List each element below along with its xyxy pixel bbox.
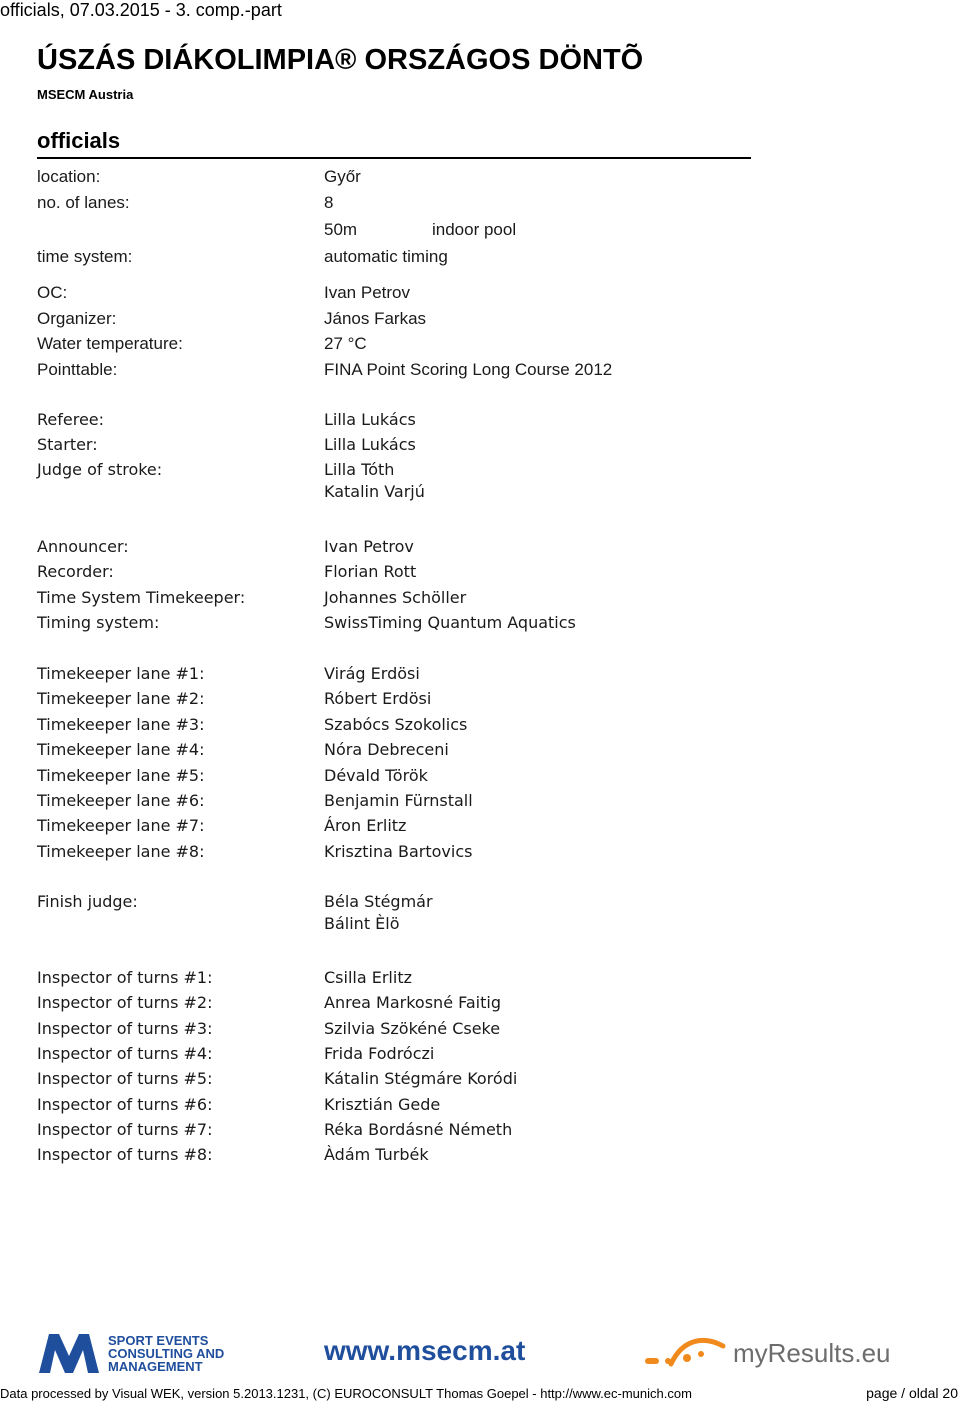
timekeepers-value: Róbert Erdösi bbox=[324, 689, 432, 708]
lanes-value: 8 bbox=[324, 193, 334, 212]
referees-value: Lilla Lukács bbox=[324, 435, 416, 454]
timekeepers-label: Timekeeper lane #4: bbox=[37, 740, 205, 759]
staff-value: Ivan Petrov bbox=[324, 537, 414, 556]
timekeepers-label: Timekeeper lane #5: bbox=[37, 766, 205, 785]
general-value: Ivan Petrov bbox=[324, 283, 410, 302]
inspectors-label: Inspector of turns #4: bbox=[37, 1044, 213, 1063]
lanes-label: no. of lanes: bbox=[37, 193, 130, 212]
timing-value: automatic timing bbox=[324, 247, 448, 266]
staff-label: Timing system: bbox=[37, 613, 160, 632]
location-value: Győr bbox=[324, 167, 361, 186]
finish-value: Béla Stégmár bbox=[324, 892, 433, 911]
timekeepers-value: Szabócs Szokolics bbox=[324, 715, 468, 734]
inspectors-value: Krisztián Gede bbox=[324, 1095, 441, 1114]
timekeepers-label: Timekeeper lane #3: bbox=[37, 715, 205, 734]
general-value: FINA Point Scoring Long Course 2012 bbox=[324, 360, 613, 379]
myresults-logo-icon bbox=[643, 1334, 729, 1374]
msecm-logo-icon bbox=[37, 1330, 101, 1374]
referees-value: Lilla Lukács bbox=[324, 410, 416, 429]
page-title: ÚSZÁS DIÁKOLIMPIA® ORSZÁGOS DÖNTÕ bbox=[37, 44, 644, 76]
inspectors-label: Inspector of turns #2: bbox=[37, 993, 213, 1012]
footer-credits: Data processed by Visual WEK, version 5.2013.1231, (C) EUROCONSULT Thomas Goepel - http://www.ec-munich.com bbox=[0, 1386, 692, 1401]
page-subtitle: MSECM Austria bbox=[37, 87, 134, 102]
sem-logo-text bbox=[108, 1334, 224, 1373]
inspectors-label: Inspector of turns #8: bbox=[37, 1145, 213, 1164]
staff-value: Florian Rott bbox=[324, 562, 417, 581]
referees-label: Referee: bbox=[37, 410, 105, 429]
timekeepers-value: Dévald Török bbox=[324, 766, 428, 785]
timekeepers-value: Krisztina Bartovics bbox=[324, 842, 473, 861]
inspectors-label: Inspector of turns #5: bbox=[37, 1069, 213, 1088]
timekeepers-value: Nóra Debreceni bbox=[324, 740, 449, 759]
general-label: Water temperature: bbox=[37, 334, 183, 353]
sem-line-1: SPORT EVENTS bbox=[108, 1333, 209, 1348]
sem-line-2: CONSULTING AND bbox=[108, 1346, 225, 1361]
timekeepers-value: Benjamin Fürnstall bbox=[324, 791, 473, 810]
staff-label: Recorder: bbox=[37, 562, 114, 581]
inspectors-value: Szilvia Szökéné Cseke bbox=[324, 1019, 501, 1038]
inspectors-value: Àdám Turbék bbox=[324, 1145, 429, 1164]
timekeepers-label: Timekeeper lane #8: bbox=[37, 842, 205, 861]
general-value: János Farkas bbox=[324, 309, 427, 328]
general-label: OC: bbox=[37, 283, 68, 302]
referees-label: Starter: bbox=[37, 435, 98, 454]
inspectors-label: Inspector of turns #6: bbox=[37, 1095, 213, 1114]
staff-value: SwissTiming Quantum Aquatics bbox=[324, 613, 576, 632]
staff-label: Announcer: bbox=[37, 537, 129, 556]
location-label: location: bbox=[37, 167, 101, 186]
staff-label: Time System Timekeeper: bbox=[37, 588, 246, 607]
page-number: page / oldal 20 bbox=[866, 1385, 958, 1401]
inspectors-value: Anrea Markosné Faitig bbox=[324, 993, 501, 1012]
website-link[interactable]: www.msecm.at bbox=[324, 1335, 526, 1366]
inspectors-value: Csilla Erlitz bbox=[324, 968, 412, 987]
myresults-text: myResults.eu bbox=[733, 1338, 891, 1368]
pool-length: 50m bbox=[324, 220, 358, 239]
timekeepers-label: Timekeeper lane #2: bbox=[37, 689, 205, 708]
sem-line-3: MANAGEMENT bbox=[108, 1359, 203, 1374]
referees-value: Lilla Tóth bbox=[324, 460, 395, 479]
inspectors-value: Kátalin Stégmáre Koródi bbox=[324, 1069, 518, 1088]
referees-value: Katalin Varjú bbox=[324, 482, 425, 501]
finish-label: Finish judge: bbox=[37, 892, 138, 911]
inspectors-label: Inspector of turns #7: bbox=[37, 1120, 213, 1139]
general-label: Pointtable: bbox=[37, 360, 118, 379]
inspectors-value: Frida Fodróczi bbox=[324, 1044, 435, 1063]
general-value: 27 °C bbox=[324, 334, 367, 353]
section-heading: officials bbox=[37, 128, 121, 153]
timekeepers-value: Virág Erdösi bbox=[324, 664, 420, 683]
general-label: Organizer: bbox=[37, 309, 117, 328]
timing-label: time system: bbox=[37, 247, 133, 266]
staff-value: Johannes Schöller bbox=[324, 588, 467, 607]
inspectors-label: Inspector of turns #3: bbox=[37, 1019, 213, 1038]
inspectors-value: Réka Bordásné Németh bbox=[324, 1120, 513, 1139]
timekeepers-value: Áron Erlitz bbox=[324, 816, 407, 835]
timekeepers-label: Timekeeper lane #7: bbox=[37, 816, 205, 835]
timekeepers-label: Timekeeper lane #1: bbox=[37, 664, 205, 683]
referees-label: Judge of stroke: bbox=[37, 460, 163, 479]
page-header: officials, 07.03.2015 - 3. comp.-part bbox=[0, 0, 282, 20]
inspectors-label: Inspector of turns #1: bbox=[37, 968, 213, 987]
finish-value: Bálint Èlö bbox=[324, 914, 400, 933]
section-divider bbox=[37, 157, 751, 159]
timekeepers-label: Timekeeper lane #6: bbox=[37, 791, 205, 810]
pool-type: indoor pool bbox=[432, 220, 517, 239]
